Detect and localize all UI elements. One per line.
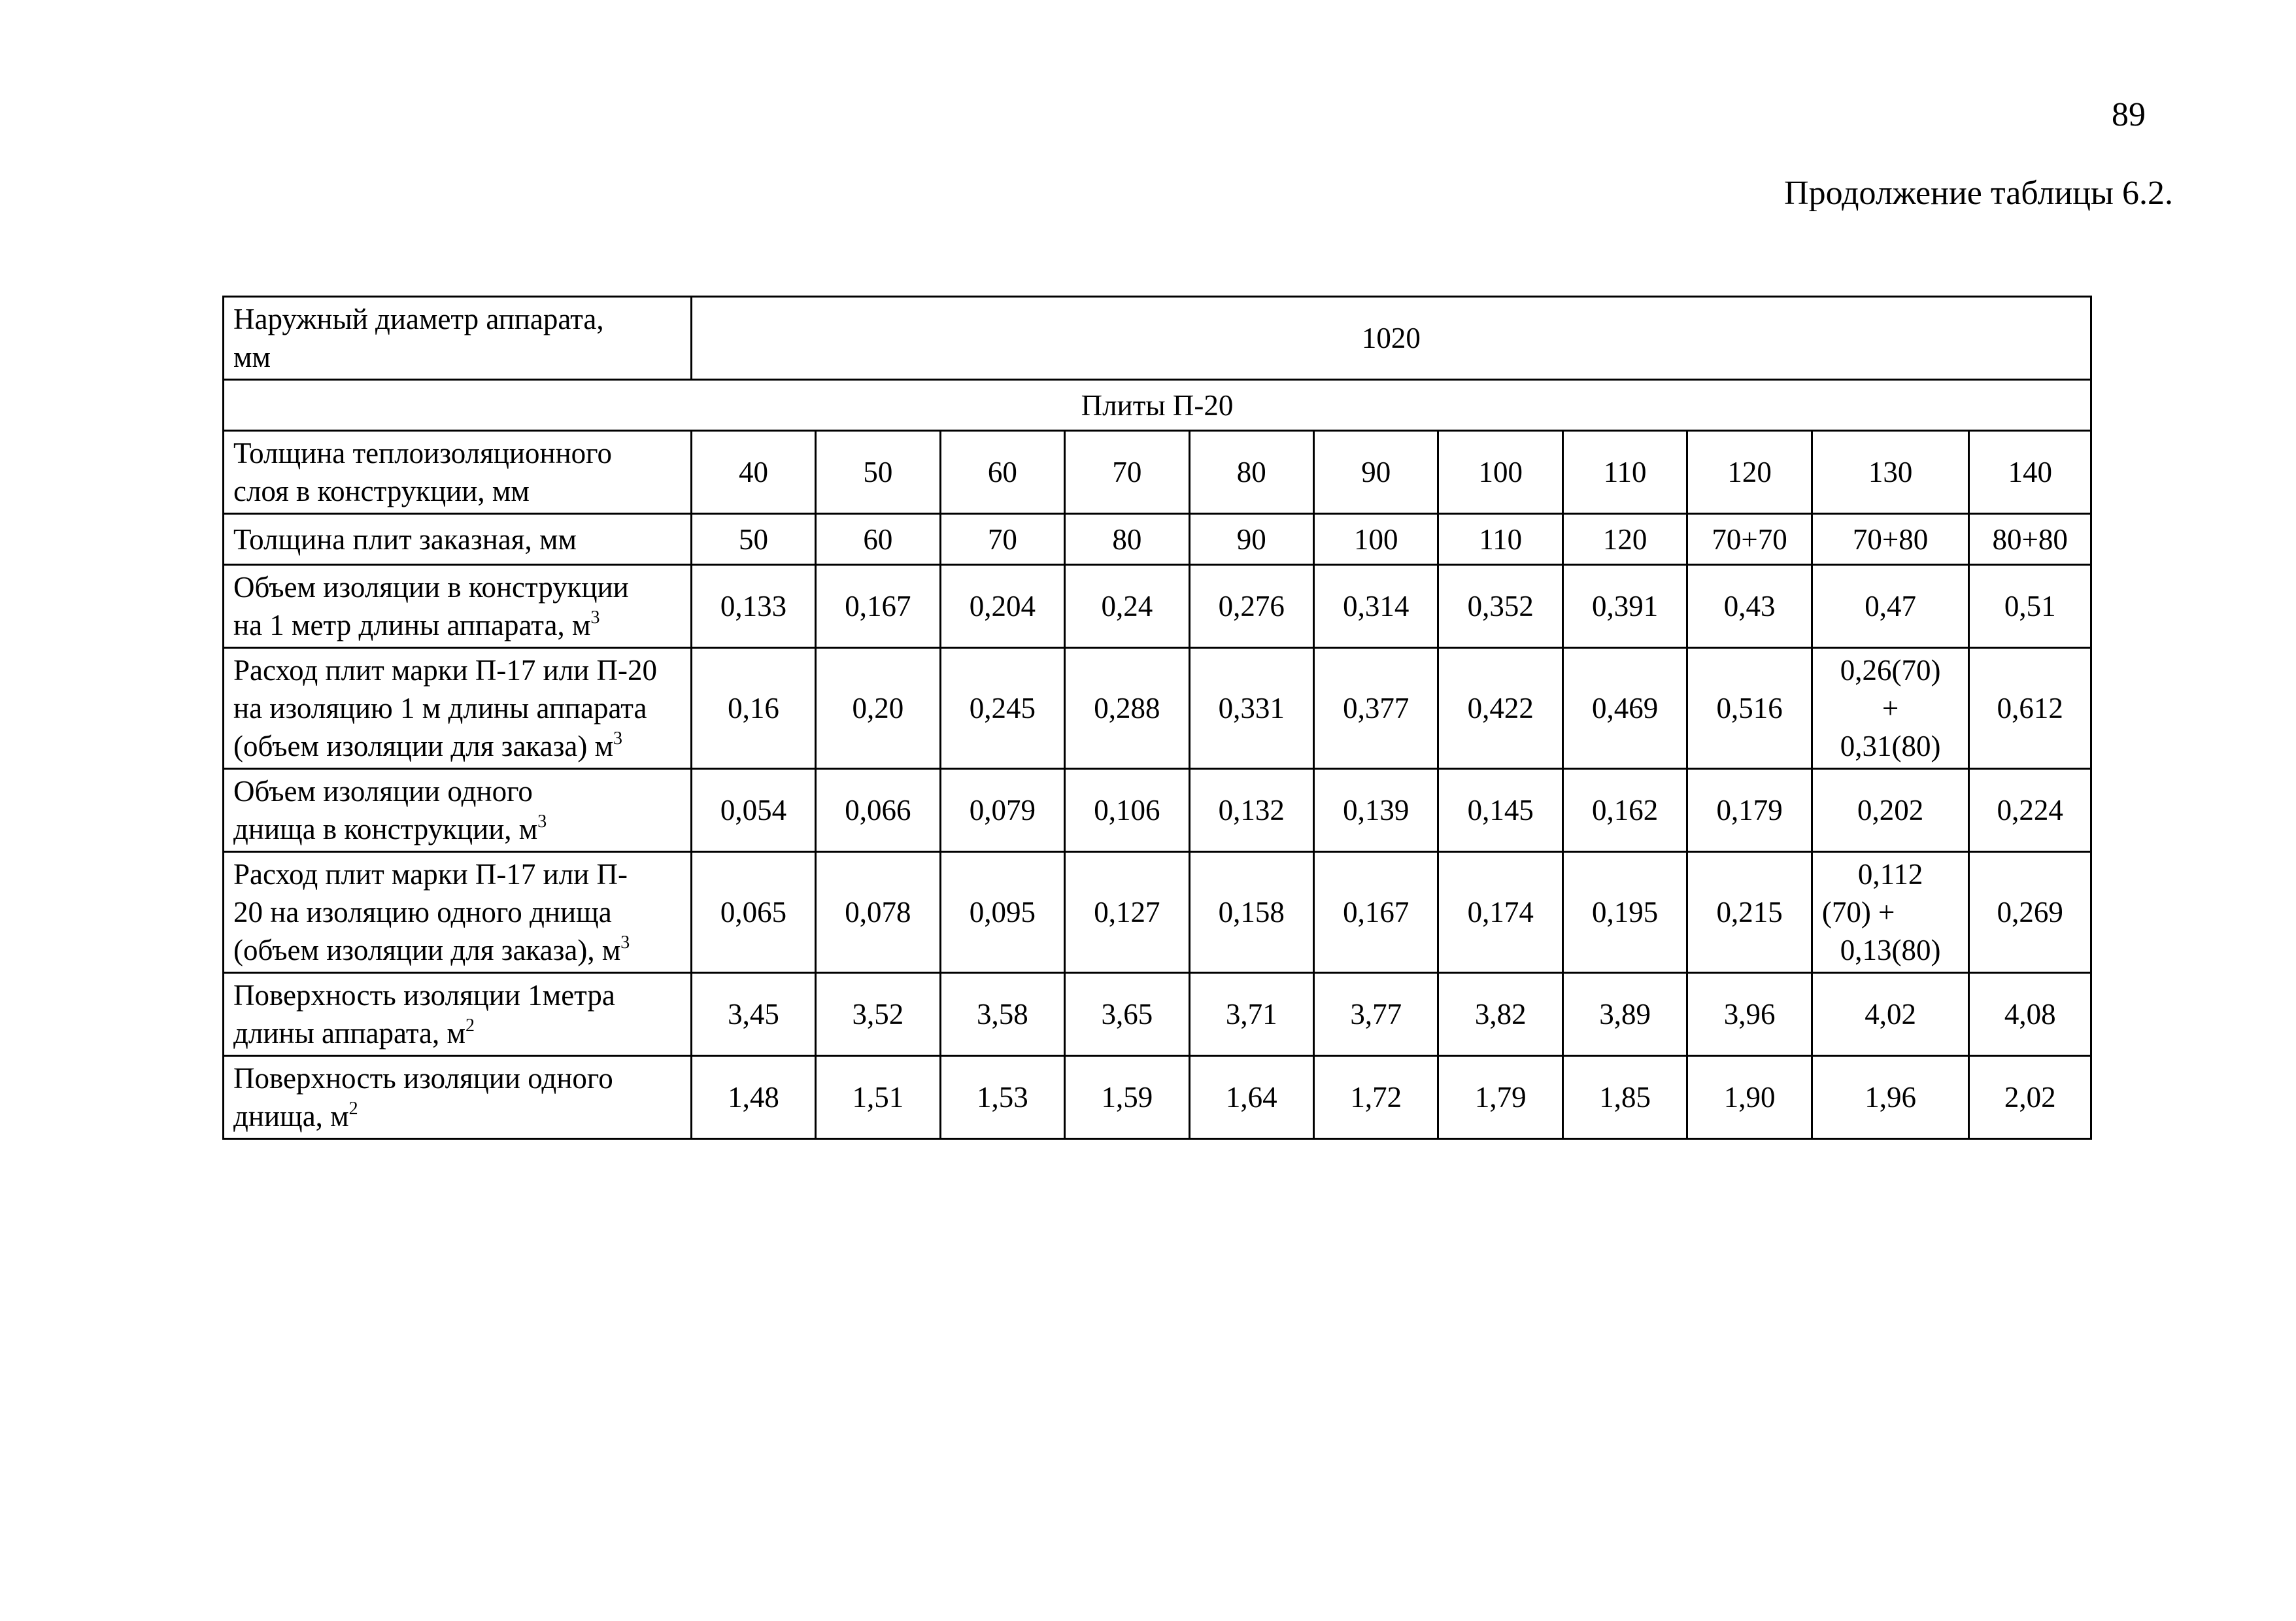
table-cell: 1,53 xyxy=(940,1056,1064,1139)
table-cell: 0,054 xyxy=(691,769,815,852)
row-label-line-wrap xyxy=(233,606,681,644)
table-cell: 70+70 xyxy=(1687,514,1812,565)
table-cell: 1,51 xyxy=(816,1056,940,1139)
table-cell-combined xyxy=(1812,852,1969,973)
unit-superscript: 2 xyxy=(348,1099,358,1119)
table-cell: 2,02 xyxy=(1969,1056,2091,1139)
table-cell: 100 xyxy=(1314,514,1438,565)
row-label-line: Поверхность изоляции 1метра xyxy=(233,979,615,1012)
row-label-line: днища в конструкции, м xyxy=(233,813,538,845)
table-cell: 0,469 xyxy=(1562,648,1687,769)
table-cell: 60 xyxy=(816,514,940,565)
table-cell: 90 xyxy=(1189,514,1313,565)
table-cell: 0,158 xyxy=(1189,852,1313,973)
table-cell: 1,90 xyxy=(1687,1056,1812,1139)
table-row xyxy=(224,514,2091,565)
table-cell: 40 xyxy=(691,431,815,514)
table-cell: 1,79 xyxy=(1438,1056,1562,1139)
table-cell: 0,516 xyxy=(1687,648,1812,769)
table-row xyxy=(224,852,2091,973)
diameter-row xyxy=(224,297,2091,380)
table-cell: 0,195 xyxy=(1562,852,1687,973)
cell-line: 0,31(80) xyxy=(1840,730,1941,762)
table-cell: 3,58 xyxy=(940,973,1064,1056)
table-cell: 0,331 xyxy=(1189,648,1313,769)
table-cell: 70 xyxy=(1065,431,1189,514)
row-label xyxy=(224,973,692,1056)
table-cell: 0,276 xyxy=(1189,565,1313,648)
table-row xyxy=(224,973,2091,1056)
row-label-line: на изоляцию 1 м длины аппарата xyxy=(233,692,647,725)
table-cell: 0,43 xyxy=(1687,565,1812,648)
row-label-line: (объем изоляции для заказа) м xyxy=(233,730,614,762)
row-label-line-wrap xyxy=(233,1097,681,1135)
table-cell: 140 xyxy=(1969,431,2091,514)
table-cell: 4,02 xyxy=(1812,973,1969,1056)
row-label-line: на 1 метр длины аппарата, м xyxy=(233,609,591,641)
table-cell: 0,16 xyxy=(691,648,815,769)
row-label xyxy=(224,648,692,769)
table-cell: 80+80 xyxy=(1969,514,2091,565)
row-label-line: днища, м xyxy=(233,1100,349,1133)
table-cell: 0,51 xyxy=(1969,565,2091,648)
diameter-value: 1020 xyxy=(691,297,2091,380)
table-cell: 0,245 xyxy=(940,648,1064,769)
table-cell: 0,162 xyxy=(1562,769,1687,852)
row-label-line: слоя в конструкции, мм xyxy=(233,475,530,507)
row-label-line-wrap xyxy=(233,931,681,969)
cell-line: 0,26(70) xyxy=(1840,654,1941,687)
table-cell: 3,45 xyxy=(691,973,815,1056)
table-cell: 0,20 xyxy=(816,648,940,769)
row-label xyxy=(224,431,692,514)
table-cell: 0,179 xyxy=(1687,769,1812,852)
table-cell: 3,89 xyxy=(1562,973,1687,1056)
table-caption: Продолжение таблицы 6.2. xyxy=(1784,175,2173,212)
section-title: Плиты П-20 xyxy=(224,380,2091,431)
table-cell: 0,095 xyxy=(940,852,1064,973)
insulation-table xyxy=(222,296,2092,1140)
table-cell: 110 xyxy=(1562,431,1687,514)
row-label-line: Толщина теплоизоляционного xyxy=(233,437,613,469)
table-cell: 0,47 xyxy=(1812,565,1969,648)
cell-line: + xyxy=(1882,692,1899,725)
table-row xyxy=(224,565,2091,648)
table-cell: 3,82 xyxy=(1438,973,1562,1056)
table-cell: 0,127 xyxy=(1065,852,1189,973)
unit-superscript: 3 xyxy=(613,728,623,749)
row-label-line: (объем изоляции для заказа), м xyxy=(233,934,621,966)
table-cell: 0,167 xyxy=(1314,852,1438,973)
table-cell: 100 xyxy=(1438,431,1562,514)
row-label-line: Объем изоляции одного xyxy=(233,775,533,808)
unit-superscript: 3 xyxy=(620,932,630,953)
table-row xyxy=(224,769,2091,852)
table-cell: 0,24 xyxy=(1065,565,1189,648)
unit-superscript: 3 xyxy=(590,607,600,628)
table-cell: 120 xyxy=(1562,514,1687,565)
table-cell: 0,612 xyxy=(1969,648,2091,769)
table-cell: 0,079 xyxy=(940,769,1064,852)
table-cell: 0,352 xyxy=(1438,565,1562,648)
page-number: 89 xyxy=(2112,96,2146,133)
row-label-line: длины аппарата, м xyxy=(233,1017,465,1049)
table-cell: 0,224 xyxy=(1969,769,2091,852)
table-cell: 3,65 xyxy=(1065,973,1189,1056)
diameter-label xyxy=(224,297,692,380)
table-cell: 0,288 xyxy=(1065,648,1189,769)
table-cell: 0,314 xyxy=(1314,565,1438,648)
table-cell: 0,167 xyxy=(816,565,940,648)
table-cell: 1,96 xyxy=(1812,1056,1969,1139)
table-cell: 0,422 xyxy=(1438,648,1562,769)
table-cell: 80 xyxy=(1065,514,1189,565)
data-rows xyxy=(224,431,2091,1139)
cell-line: 0,112 xyxy=(1857,858,1923,891)
table-cell: 0,133 xyxy=(691,565,815,648)
row-label-line: 20 на изоляцию одного днища xyxy=(233,896,612,929)
table-cell: 3,77 xyxy=(1314,973,1438,1056)
table-row xyxy=(224,648,2091,769)
unit-superscript: 3 xyxy=(537,811,547,832)
table-cell: 0,132 xyxy=(1189,769,1313,852)
row-label-line-wrap xyxy=(233,810,681,848)
row-label-line: Расход плит марки П-17 или П- xyxy=(233,858,628,891)
row-label-line: Объем изоляции в конструкции xyxy=(233,571,629,604)
table-cell: 1,85 xyxy=(1562,1056,1687,1139)
unit-superscript: 2 xyxy=(465,1015,475,1036)
table-cell: 80 xyxy=(1189,431,1313,514)
row-label-line: Расход плит марки П-17 или П-20 xyxy=(233,654,657,687)
table-cell: 0,174 xyxy=(1438,852,1562,973)
diameter-label-line: мм xyxy=(233,341,271,373)
table-cell: 0,269 xyxy=(1969,852,2091,973)
table-cell: 0,066 xyxy=(816,769,940,852)
table-cell: 110 xyxy=(1438,514,1562,565)
row-label xyxy=(224,769,692,852)
table-cell: 4,08 xyxy=(1969,973,2091,1056)
table-cell: 0,215 xyxy=(1687,852,1812,973)
table-cell: 120 xyxy=(1687,431,1812,514)
table-cell: 0,145 xyxy=(1438,769,1562,852)
table-row xyxy=(224,1056,2091,1139)
table-cell: 0,202 xyxy=(1812,769,1969,852)
cell-line: 0,13(80) xyxy=(1840,934,1941,966)
table-row xyxy=(224,431,2091,514)
table-cell: 50 xyxy=(816,431,940,514)
table-cell: 130 xyxy=(1812,431,1969,514)
table-cell: 0,204 xyxy=(940,565,1064,648)
table-cell: 0,139 xyxy=(1314,769,1438,852)
table-cell: 3,96 xyxy=(1687,973,1812,1056)
table-cell: 1,64 xyxy=(1189,1056,1313,1139)
table-cell: 70 xyxy=(940,514,1064,565)
row-label-line-wrap xyxy=(233,727,681,765)
table-cell: 0,065 xyxy=(691,852,815,973)
table-cell: 3,52 xyxy=(816,973,940,1056)
table-cell: 60 xyxy=(940,431,1064,514)
table-cell: 50 xyxy=(691,514,815,565)
row-label xyxy=(224,1056,692,1139)
row-label xyxy=(224,852,692,973)
table-cell: 0,106 xyxy=(1065,769,1189,852)
table-cell: 1,59 xyxy=(1065,1056,1189,1139)
table-cell: 1,48 xyxy=(691,1056,815,1139)
table-cell: 1,72 xyxy=(1314,1056,1438,1139)
diameter-label-line: Наружный диаметр аппарата, xyxy=(233,303,604,335)
cell-line: (70) + xyxy=(1821,896,1895,929)
table-cell: 3,71 xyxy=(1189,973,1313,1056)
row-label-line: Толщина плит заказная, мм xyxy=(233,522,577,556)
table-cell: 70+80 xyxy=(1812,514,1969,565)
table-cell: 0,377 xyxy=(1314,648,1438,769)
table-cell: 0,078 xyxy=(816,852,940,973)
row-label-line: Поверхность изоляции одного xyxy=(233,1062,613,1095)
section-title-row xyxy=(224,380,2091,431)
table-cell-combined xyxy=(1812,648,1969,769)
row-label xyxy=(224,514,692,565)
row-label-line-wrap xyxy=(233,1014,681,1052)
table-cell: 0,391 xyxy=(1562,565,1687,648)
row-label xyxy=(224,565,692,648)
table-cell: 90 xyxy=(1314,431,1438,514)
